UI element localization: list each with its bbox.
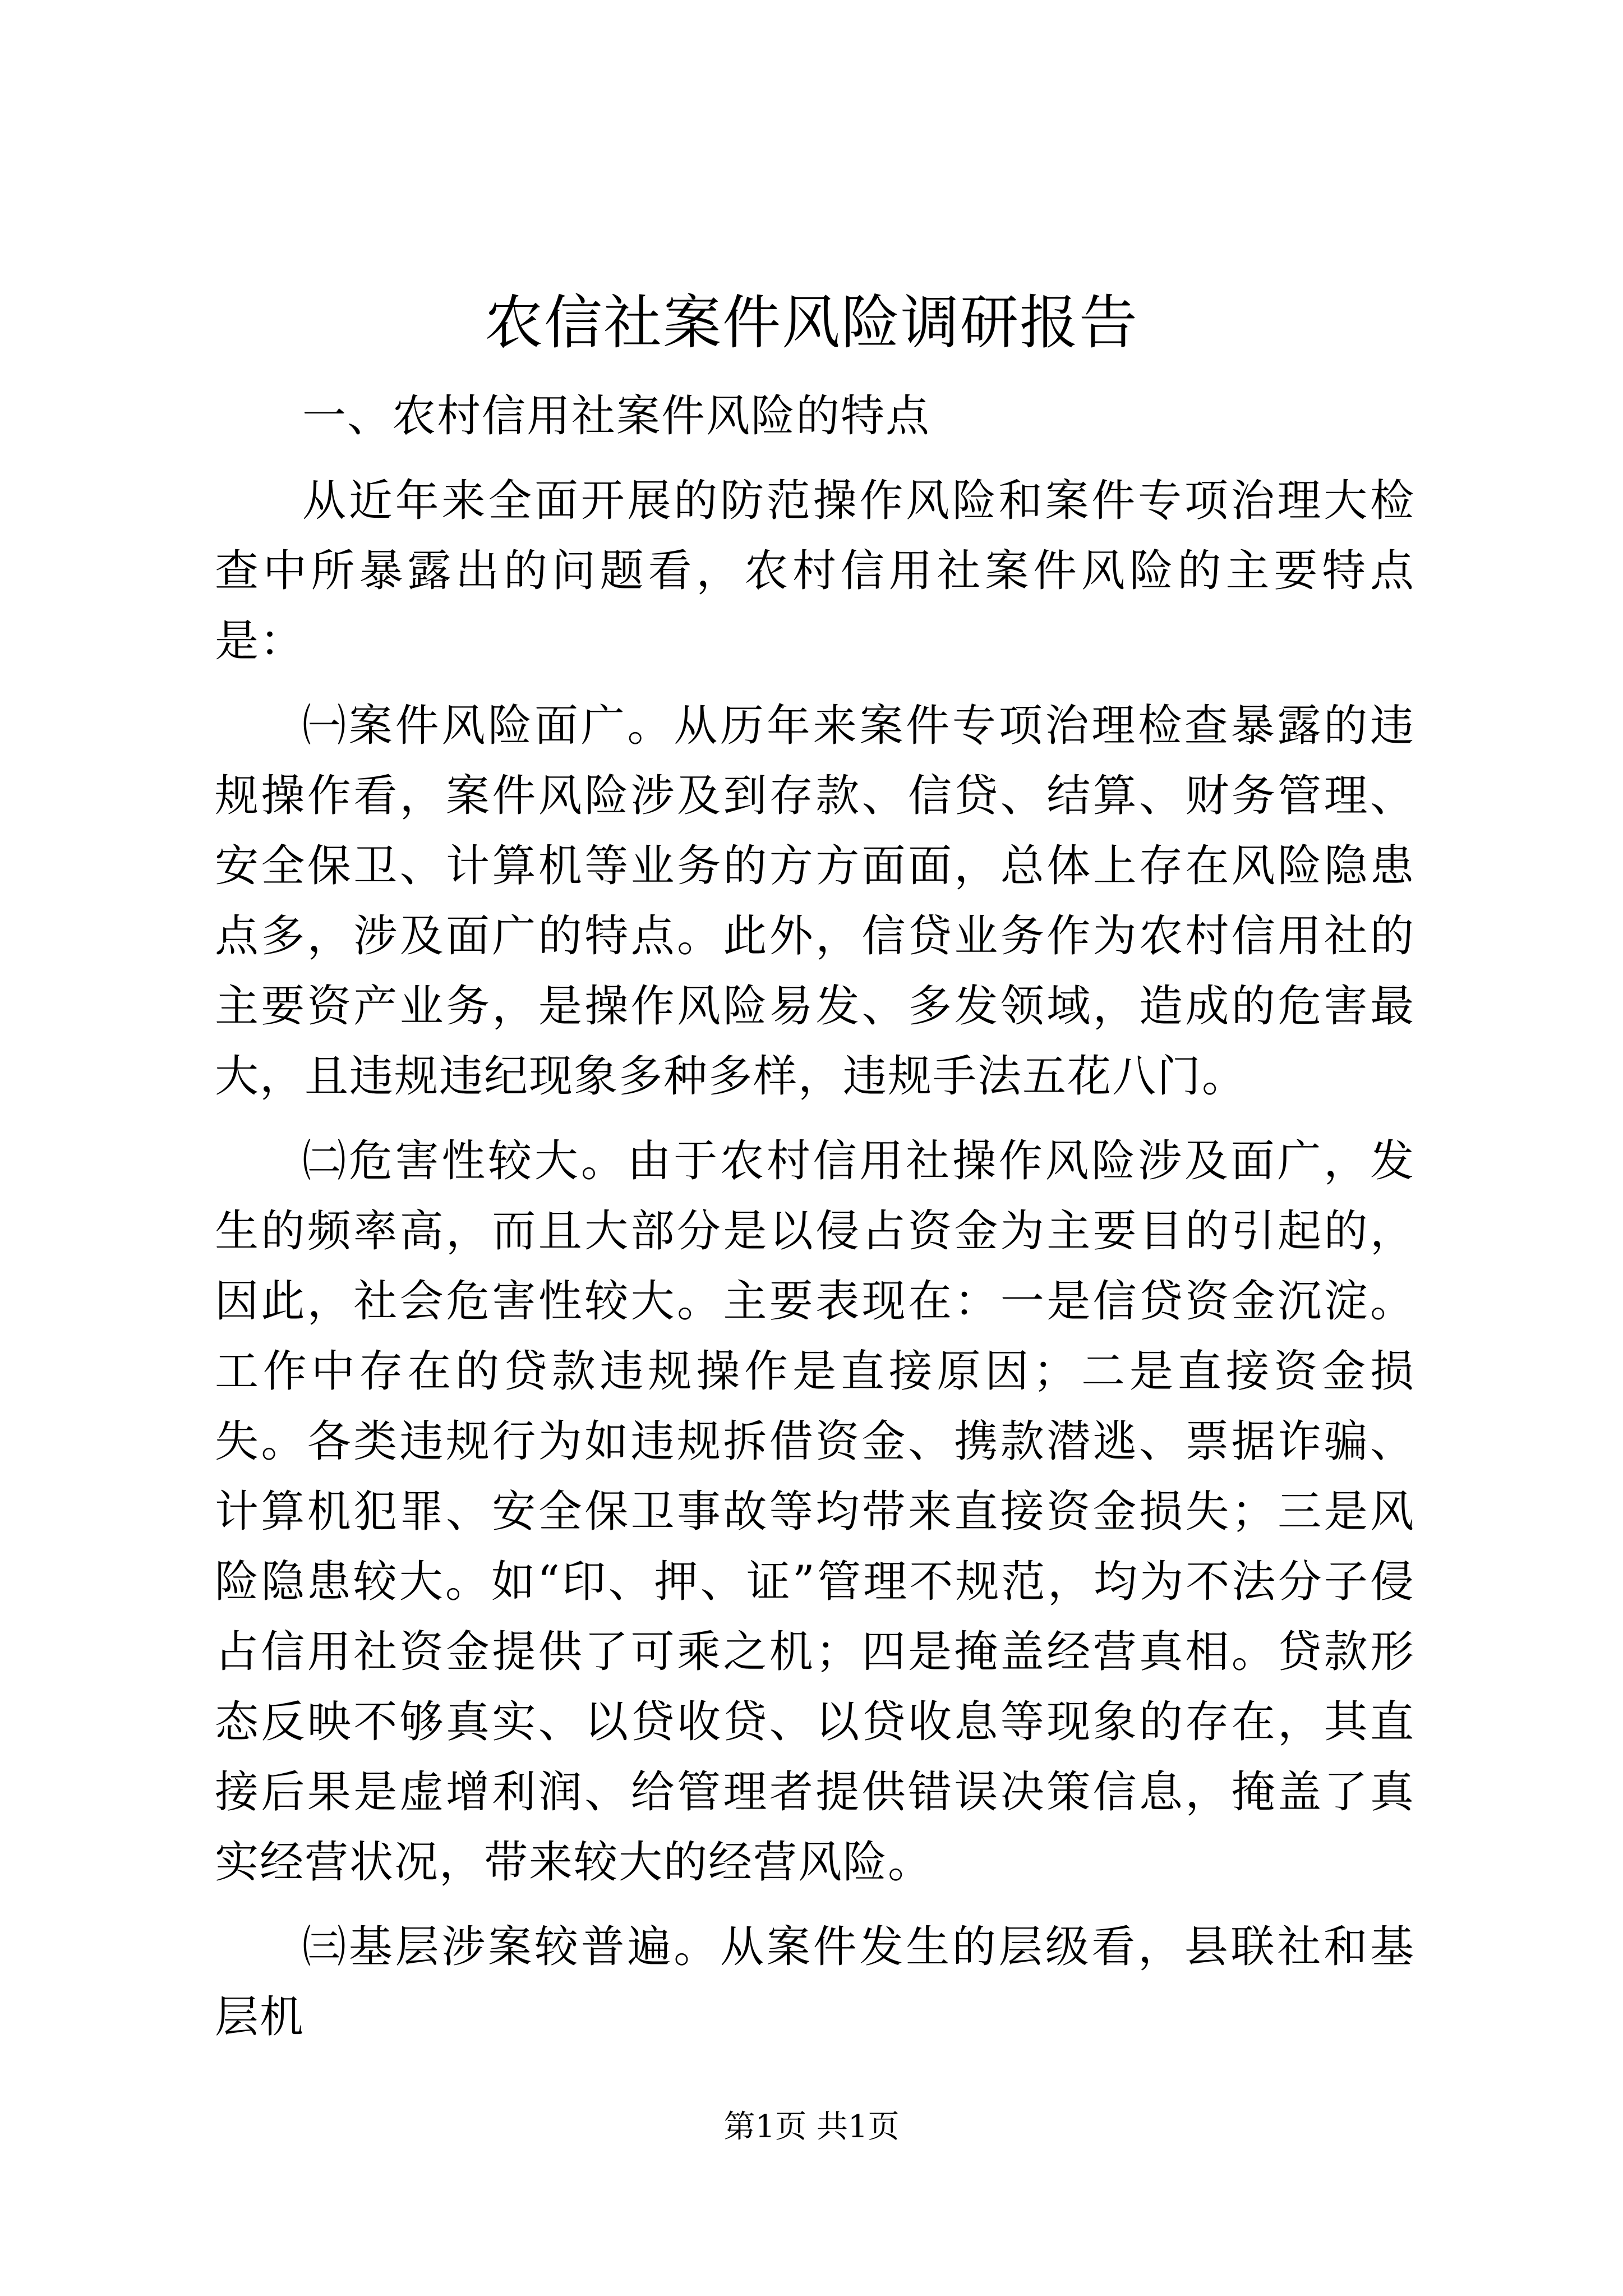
page-footer: 第1页 共1页 bbox=[723, 2109, 900, 2145]
paragraph-3: ㈢基层涉案较普遍。从案件发生的层级看，县联社和基层机 bbox=[215, 1922, 1415, 2042]
paragraph-2: ㈡危害性较大。由于农村信用社操作风险涉及面广，发生的频率高，而且大部分是以侵占资金为主要目的引起的，因此，社会危害性较大。主要表现在：一是信贷资金沉淀。工作中存在的贷款违规操作是直接原因；二是直接资金损失。各类违规行为如违规拆借资金、携款潜逃、票据诈骗、计算机犯罪、安全保卫事故等均带来直接资金损失；三是风险隐患较大。如“印、押、证”管理不规范，均为不法分子侵占信用社资金提供了可乘之机；四是掩盖经营真相。贷款形态反映不够真实、以贷收贷、以贷收息等现象的存在，其直接后果是虚增利润、给管理者提供错误决策信息，掩盖了真实经营状况，带来较大的经营风险。 bbox=[215, 1136, 1415, 1888]
section-heading: 一、农村信用社案件风险的特点 bbox=[302, 391, 931, 441]
paragraph-1: ㈠案件风险面广。从历年来案件专项治理检查暴露的违规操作看，案件风险涉及到存款、信贷、结算、财务管理、安全保卫、计算机等业务的方方面面，总体上存在风险隐患点多，涉及面广的特点。此外，信贷业务作为农村信用社的主要资产业务，是操作风险易发、多发领域，造成的危害最大，且违规违纪现象多种多样，违规手法五花八门。 bbox=[215, 701, 1415, 1102]
paragraph-intro: 从近年来全面开展的防范操作风险和案件专项治理大检查中所暴露出的问题看，农村信用社案件风险的主要特点是： bbox=[215, 476, 1415, 666]
document-body bbox=[215, 381, 1415, 2067]
document-title: 农信社案件风险调研报告 bbox=[484, 288, 1138, 357]
